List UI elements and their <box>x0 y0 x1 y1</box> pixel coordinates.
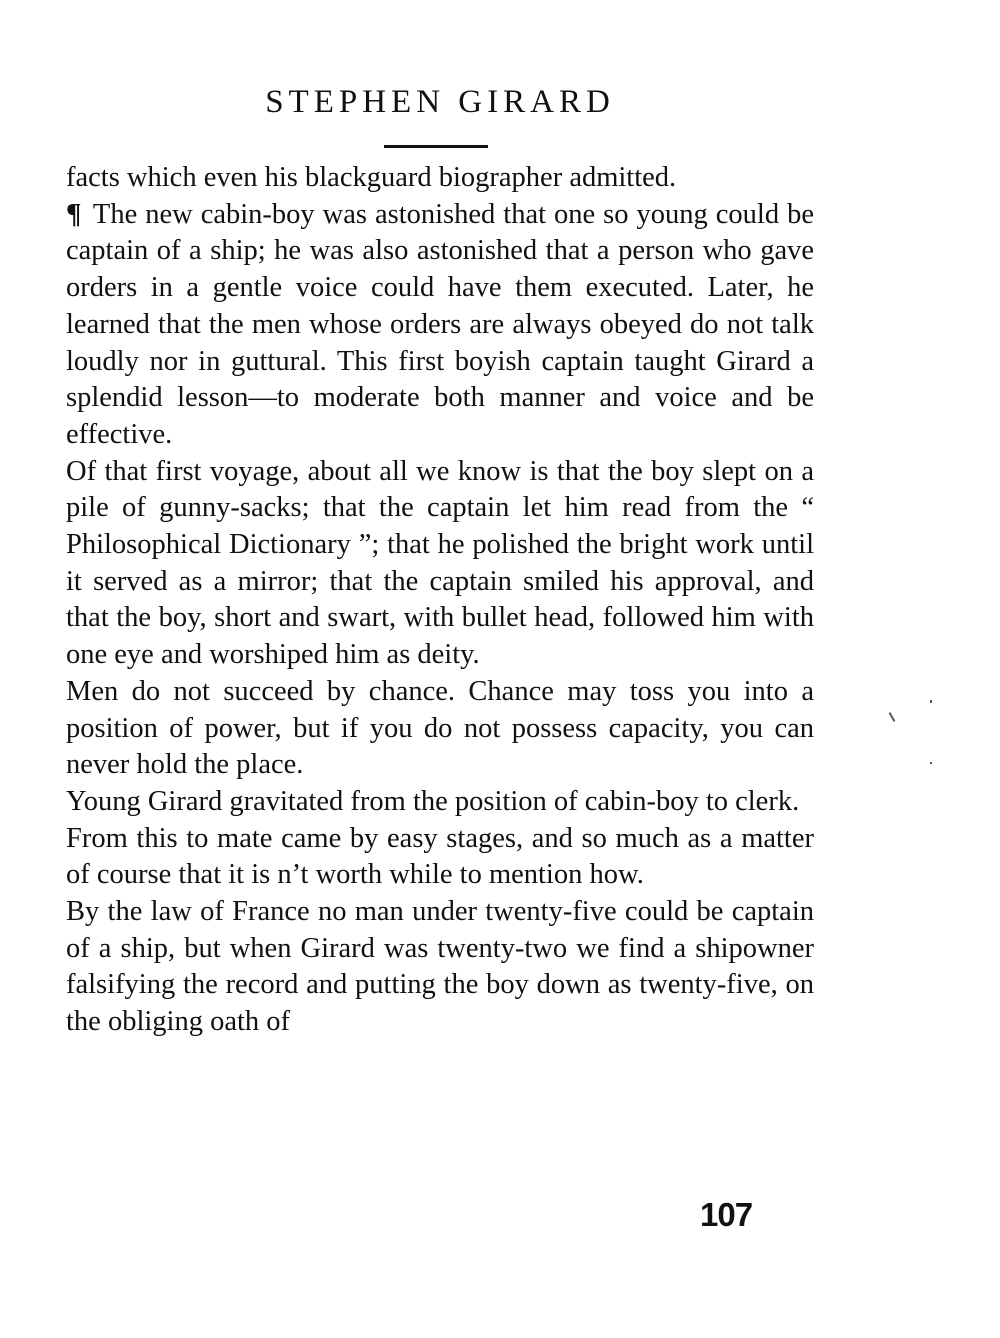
scan-speck <box>930 700 932 703</box>
paragraph-text: The new cabin-boy was astonished that one so young could be captain of a ship; he was also astonished that a person who gave orders in a gentle voice could have them executed. Later, he learned that the men whose orders are always obeyed do not talk loudly nor in guttural. This first boyish captain taught Girard a splendid lesson—to moderate both manner and voice and be effective. <box>66 198 814 450</box>
paragraph <box>66 197 814 454</box>
page-number: 107 <box>700 1196 753 1233</box>
paragraph <box>66 821 814 894</box>
paragraph-text: Of that first voyage, about all we know is that the boy slept on a pile of gunny-sacks; that the captain let him read from the “ Philosophical Dictionary ”; that he polished the bright work until it served as a mirror; that the captain smiled his approval, and that the boy, short and swart, with bullet head, followed him with one eye and worshiped him as deity. <box>66 455 814 671</box>
pilcrow-icon: ¶ <box>66 198 82 230</box>
paragraph-text: Young Girard gravitated from the position of cabin-boy to clerk. <box>66 785 800 817</box>
paragraph <box>66 784 814 821</box>
paragraph-text: From this to mate came by easy stages, and so much as a matter of course that it is n’t worth while to mention how. <box>66 822 814 891</box>
paragraph-text: By the law of France no man under twenty-five could be captain of a ship, but when Girard was twenty-two we find a shipowner falsifying the record and putting the boy down as twenty-five, on the obliging oath of <box>66 896 814 1038</box>
scan-speck <box>889 712 896 722</box>
paragraph <box>66 894 814 1041</box>
paragraph-text: facts which even his blackguard biographer admitted. <box>66 162 677 193</box>
paragraph <box>66 674 814 784</box>
running-head: STEPHEN GIRARD <box>265 84 615 120</box>
scan-speck <box>930 762 932 764</box>
head-rule <box>384 145 488 148</box>
body-text <box>66 160 814 1041</box>
paragraph <box>66 160 814 197</box>
paragraph <box>66 454 814 674</box>
paragraph-text: Men do not succeed by chance. Chance may toss you into a position of power, but if you do not possess capacity, you can never hold the place. <box>66 675 814 781</box>
